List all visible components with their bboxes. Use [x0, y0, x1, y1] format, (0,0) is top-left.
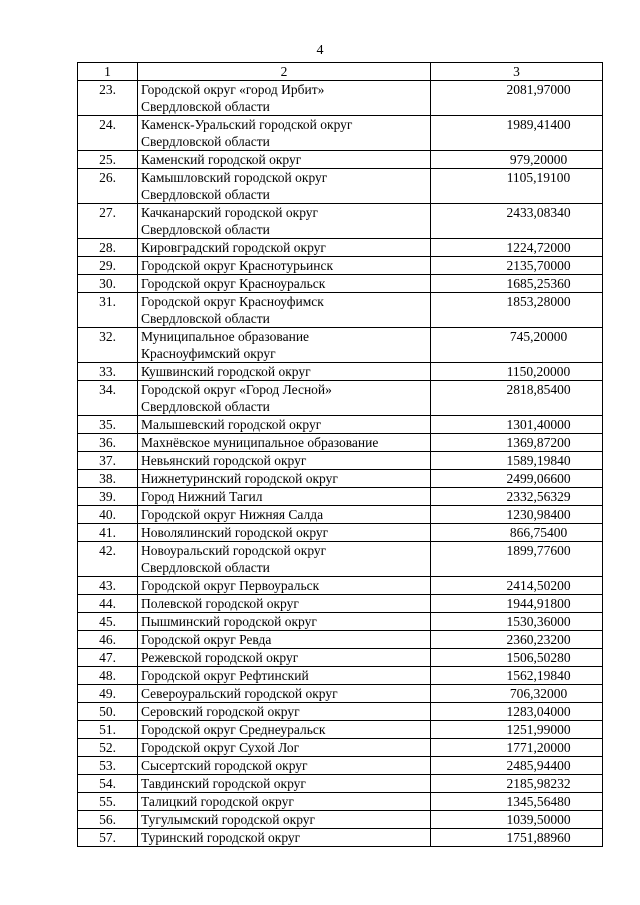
value-cell — [431, 434, 603, 452]
table-row — [78, 81, 603, 116]
value-cell — [431, 488, 603, 506]
value-text: 2081,97000 — [506, 82, 571, 97]
municipality-name: Тавдинский городской округ — [138, 775, 431, 793]
value-text: 1751,88960 — [506, 830, 571, 845]
row-number: 53. — [78, 757, 138, 775]
value-text: 1853,28000 — [506, 294, 571, 309]
value-text: 2332,56329 — [506, 489, 571, 504]
table-row — [78, 416, 603, 434]
value-text: 1530,36000 — [506, 614, 571, 629]
row-number: 37. — [78, 452, 138, 470]
table-row — [78, 381, 603, 416]
municipality-name: Камышловский городской округ Свердловской области — [138, 169, 431, 204]
value-cell — [431, 829, 603, 847]
row-number: 29. — [78, 257, 138, 275]
row-number: 27. — [78, 204, 138, 239]
row-number: 56. — [78, 811, 138, 829]
table-row — [78, 204, 603, 239]
municipality-name: Новолялинский городской округ — [138, 524, 431, 542]
table-row — [78, 703, 603, 721]
value-cell — [431, 757, 603, 775]
municipality-name: Городской округ «город Ирбит» Свердловской области — [138, 81, 431, 116]
value-cell — [431, 721, 603, 739]
municipality-name: Североуральский городской округ — [138, 685, 431, 703]
value-text: 1251,99000 — [506, 722, 571, 737]
value-cell — [431, 452, 603, 470]
table-row — [78, 667, 603, 685]
row-number: 47. — [78, 649, 138, 667]
row-number: 28. — [78, 239, 138, 257]
value-cell — [431, 363, 603, 381]
value-text: 1369,87200 — [506, 435, 571, 450]
value-cell — [431, 649, 603, 667]
row-number: 40. — [78, 506, 138, 524]
column-header-name: 2 — [138, 63, 431, 81]
municipality-name: Каменский городской округ — [138, 151, 431, 169]
value-cell — [431, 685, 603, 703]
municipality-name: Кировградский городской округ — [138, 239, 431, 257]
row-number: 42. — [78, 542, 138, 577]
table-row — [78, 542, 603, 577]
value-text: 1989,41400 — [506, 117, 571, 132]
row-number: 24. — [78, 116, 138, 151]
municipality-name: Серовский городской округ — [138, 703, 431, 721]
value-cell — [431, 524, 603, 542]
value-cell — [431, 739, 603, 757]
value-cell — [431, 416, 603, 434]
municipality-name: Город Нижний Тагил — [138, 488, 431, 506]
municipality-name: Кушвинский городской округ — [138, 363, 431, 381]
row-number: 23. — [78, 81, 138, 116]
row-number: 57. — [78, 829, 138, 847]
row-number: 55. — [78, 793, 138, 811]
value-cell — [431, 577, 603, 595]
value-text: 866,75400 — [509, 525, 568, 540]
municipality-name: Малышевский городской округ — [138, 416, 431, 434]
municipality-name: Талицкий городской округ — [138, 793, 431, 811]
municipality-name: Городской округ Красноуфимск Свердловской области — [138, 293, 431, 328]
row-number: 41. — [78, 524, 138, 542]
value-cell — [431, 275, 603, 293]
municipality-name: Городской округ Красноуральск — [138, 275, 431, 293]
value-text: 706,32000 — [509, 686, 568, 701]
value-cell — [431, 793, 603, 811]
value-text: 1301,40000 — [506, 417, 571, 432]
row-number: 25. — [78, 151, 138, 169]
value-cell — [431, 811, 603, 829]
table-row — [78, 649, 603, 667]
value-cell — [431, 293, 603, 328]
table-row — [78, 293, 603, 328]
column-header-number: 1 — [78, 63, 138, 81]
row-number: 51. — [78, 721, 138, 739]
value-cell — [431, 703, 603, 721]
value-cell — [431, 257, 603, 275]
row-number: 50. — [78, 703, 138, 721]
municipality-name: Городской округ Первоуральск — [138, 577, 431, 595]
table-row — [78, 257, 603, 275]
table-row — [78, 829, 603, 847]
value-text: 2135,70000 — [506, 258, 571, 273]
row-number: 44. — [78, 595, 138, 613]
column-header-value: 3 — [431, 63, 603, 81]
row-number: 49. — [78, 685, 138, 703]
table-body — [78, 81, 603, 847]
value-cell — [431, 81, 603, 116]
table-row — [78, 631, 603, 649]
row-number: 52. — [78, 739, 138, 757]
municipality-name: Тугулымский городской округ — [138, 811, 431, 829]
municipality-name: Городской округ Ревда — [138, 631, 431, 649]
row-number: 39. — [78, 488, 138, 506]
municipality-name: Городской округ «Город Лесной» Свердловской области — [138, 381, 431, 416]
table-row — [78, 595, 603, 613]
value-cell — [431, 613, 603, 631]
table-row — [78, 685, 603, 703]
value-text: 2485,94400 — [506, 758, 571, 773]
row-number: 35. — [78, 416, 138, 434]
table-row — [78, 239, 603, 257]
row-number: 33. — [78, 363, 138, 381]
table-row — [78, 151, 603, 169]
municipality-name: Сысертский городской округ — [138, 757, 431, 775]
table-header-row — [78, 63, 603, 81]
table-row — [78, 721, 603, 739]
municipality-name: Качканарский городской округ Свердловской области — [138, 204, 431, 239]
value-cell — [431, 328, 603, 363]
table-row — [78, 434, 603, 452]
table-row — [78, 275, 603, 293]
value-text: 1150,20000 — [506, 364, 571, 379]
table-row — [78, 169, 603, 204]
value-cell — [431, 506, 603, 524]
table-row — [78, 775, 603, 793]
municipality-name: Муниципальное образование Красноуфимский округ — [138, 328, 431, 363]
value-cell — [431, 775, 603, 793]
row-number: 32. — [78, 328, 138, 363]
value-cell — [431, 542, 603, 577]
row-number: 48. — [78, 667, 138, 685]
municipality-name: Полевской городской округ — [138, 595, 431, 613]
row-number: 46. — [78, 631, 138, 649]
municipality-name: Махнёвское муниципальное образование — [138, 434, 431, 452]
municipality-name: Городской округ Сухой Лог — [138, 739, 431, 757]
municipality-name: Городской округ Нижняя Салда — [138, 506, 431, 524]
value-cell — [431, 595, 603, 613]
value-cell — [431, 470, 603, 488]
municipal-values-table — [77, 62, 603, 847]
municipality-name: Туринский городской округ — [138, 829, 431, 847]
table-row — [78, 739, 603, 757]
table-row — [78, 116, 603, 151]
value-cell — [431, 381, 603, 416]
row-number: 38. — [78, 470, 138, 488]
value-text: 1283,04000 — [506, 704, 571, 719]
row-number: 30. — [78, 275, 138, 293]
value-cell — [431, 116, 603, 151]
municipality-name: Городской округ Среднеуральск — [138, 721, 431, 739]
table-row — [78, 506, 603, 524]
table-row — [78, 613, 603, 631]
value-text: 745,20000 — [509, 329, 568, 344]
value-text: 1899,77600 — [506, 543, 571, 558]
value-text: 1562,19840 — [506, 668, 571, 683]
row-number: 31. — [78, 293, 138, 328]
value-text: 1589,19840 — [506, 453, 571, 468]
row-number: 26. — [78, 169, 138, 204]
table-row — [78, 328, 603, 363]
value-text: 1230,98400 — [506, 507, 571, 522]
value-cell — [431, 169, 603, 204]
table-row — [78, 470, 603, 488]
municipality-name: Новоуральский городской округ Свердловской области — [138, 542, 431, 577]
row-number: 54. — [78, 775, 138, 793]
table-row — [78, 452, 603, 470]
value-text: 2185,98232 — [506, 776, 571, 791]
value-text: 2433,08340 — [506, 205, 571, 220]
value-text: 1105,19100 — [506, 170, 571, 185]
row-number: 36. — [78, 434, 138, 452]
value-cell — [431, 204, 603, 239]
municipality-name: Городской округ Рефтинский — [138, 667, 431, 685]
value-text: 1944,91800 — [506, 596, 571, 611]
table-row — [78, 488, 603, 506]
municipality-name: Невьянский городской округ — [138, 452, 431, 470]
municipality-name: Нижнетуринский городской округ — [138, 470, 431, 488]
table-row — [78, 363, 603, 381]
value-cell — [431, 239, 603, 257]
table-row — [78, 811, 603, 829]
value-text: 1345,56480 — [506, 794, 571, 809]
value-text: 1224,72000 — [506, 240, 571, 255]
value-text: 1771,20000 — [506, 740, 571, 755]
value-text: 2360,23200 — [506, 632, 571, 647]
municipality-name: Городской округ Краснотурьинск — [138, 257, 431, 275]
value-text: 2414,50200 — [506, 578, 571, 593]
value-text: 1039,50000 — [506, 812, 571, 827]
row-number: 43. — [78, 577, 138, 595]
value-text: 2499,06600 — [506, 471, 571, 486]
row-number: 45. — [78, 613, 138, 631]
row-number: 34. — [78, 381, 138, 416]
value-text: 1685,25360 — [506, 276, 571, 291]
value-text: 979,20000 — [509, 152, 568, 167]
value-text: 2818,85400 — [506, 382, 571, 397]
value-cell — [431, 151, 603, 169]
table-row — [78, 577, 603, 595]
table-row — [78, 793, 603, 811]
municipality-name: Пышминский городской округ — [138, 613, 431, 631]
table-row — [78, 524, 603, 542]
value-cell — [431, 667, 603, 685]
value-cell — [431, 631, 603, 649]
municipality-name: Каменск-Уральский городской округ Свердловской области — [138, 116, 431, 151]
municipality-name: Режевской городской округ — [138, 649, 431, 667]
table-row — [78, 757, 603, 775]
value-text: 1506,50280 — [506, 650, 571, 665]
page-number: 4 — [316, 43, 324, 58]
